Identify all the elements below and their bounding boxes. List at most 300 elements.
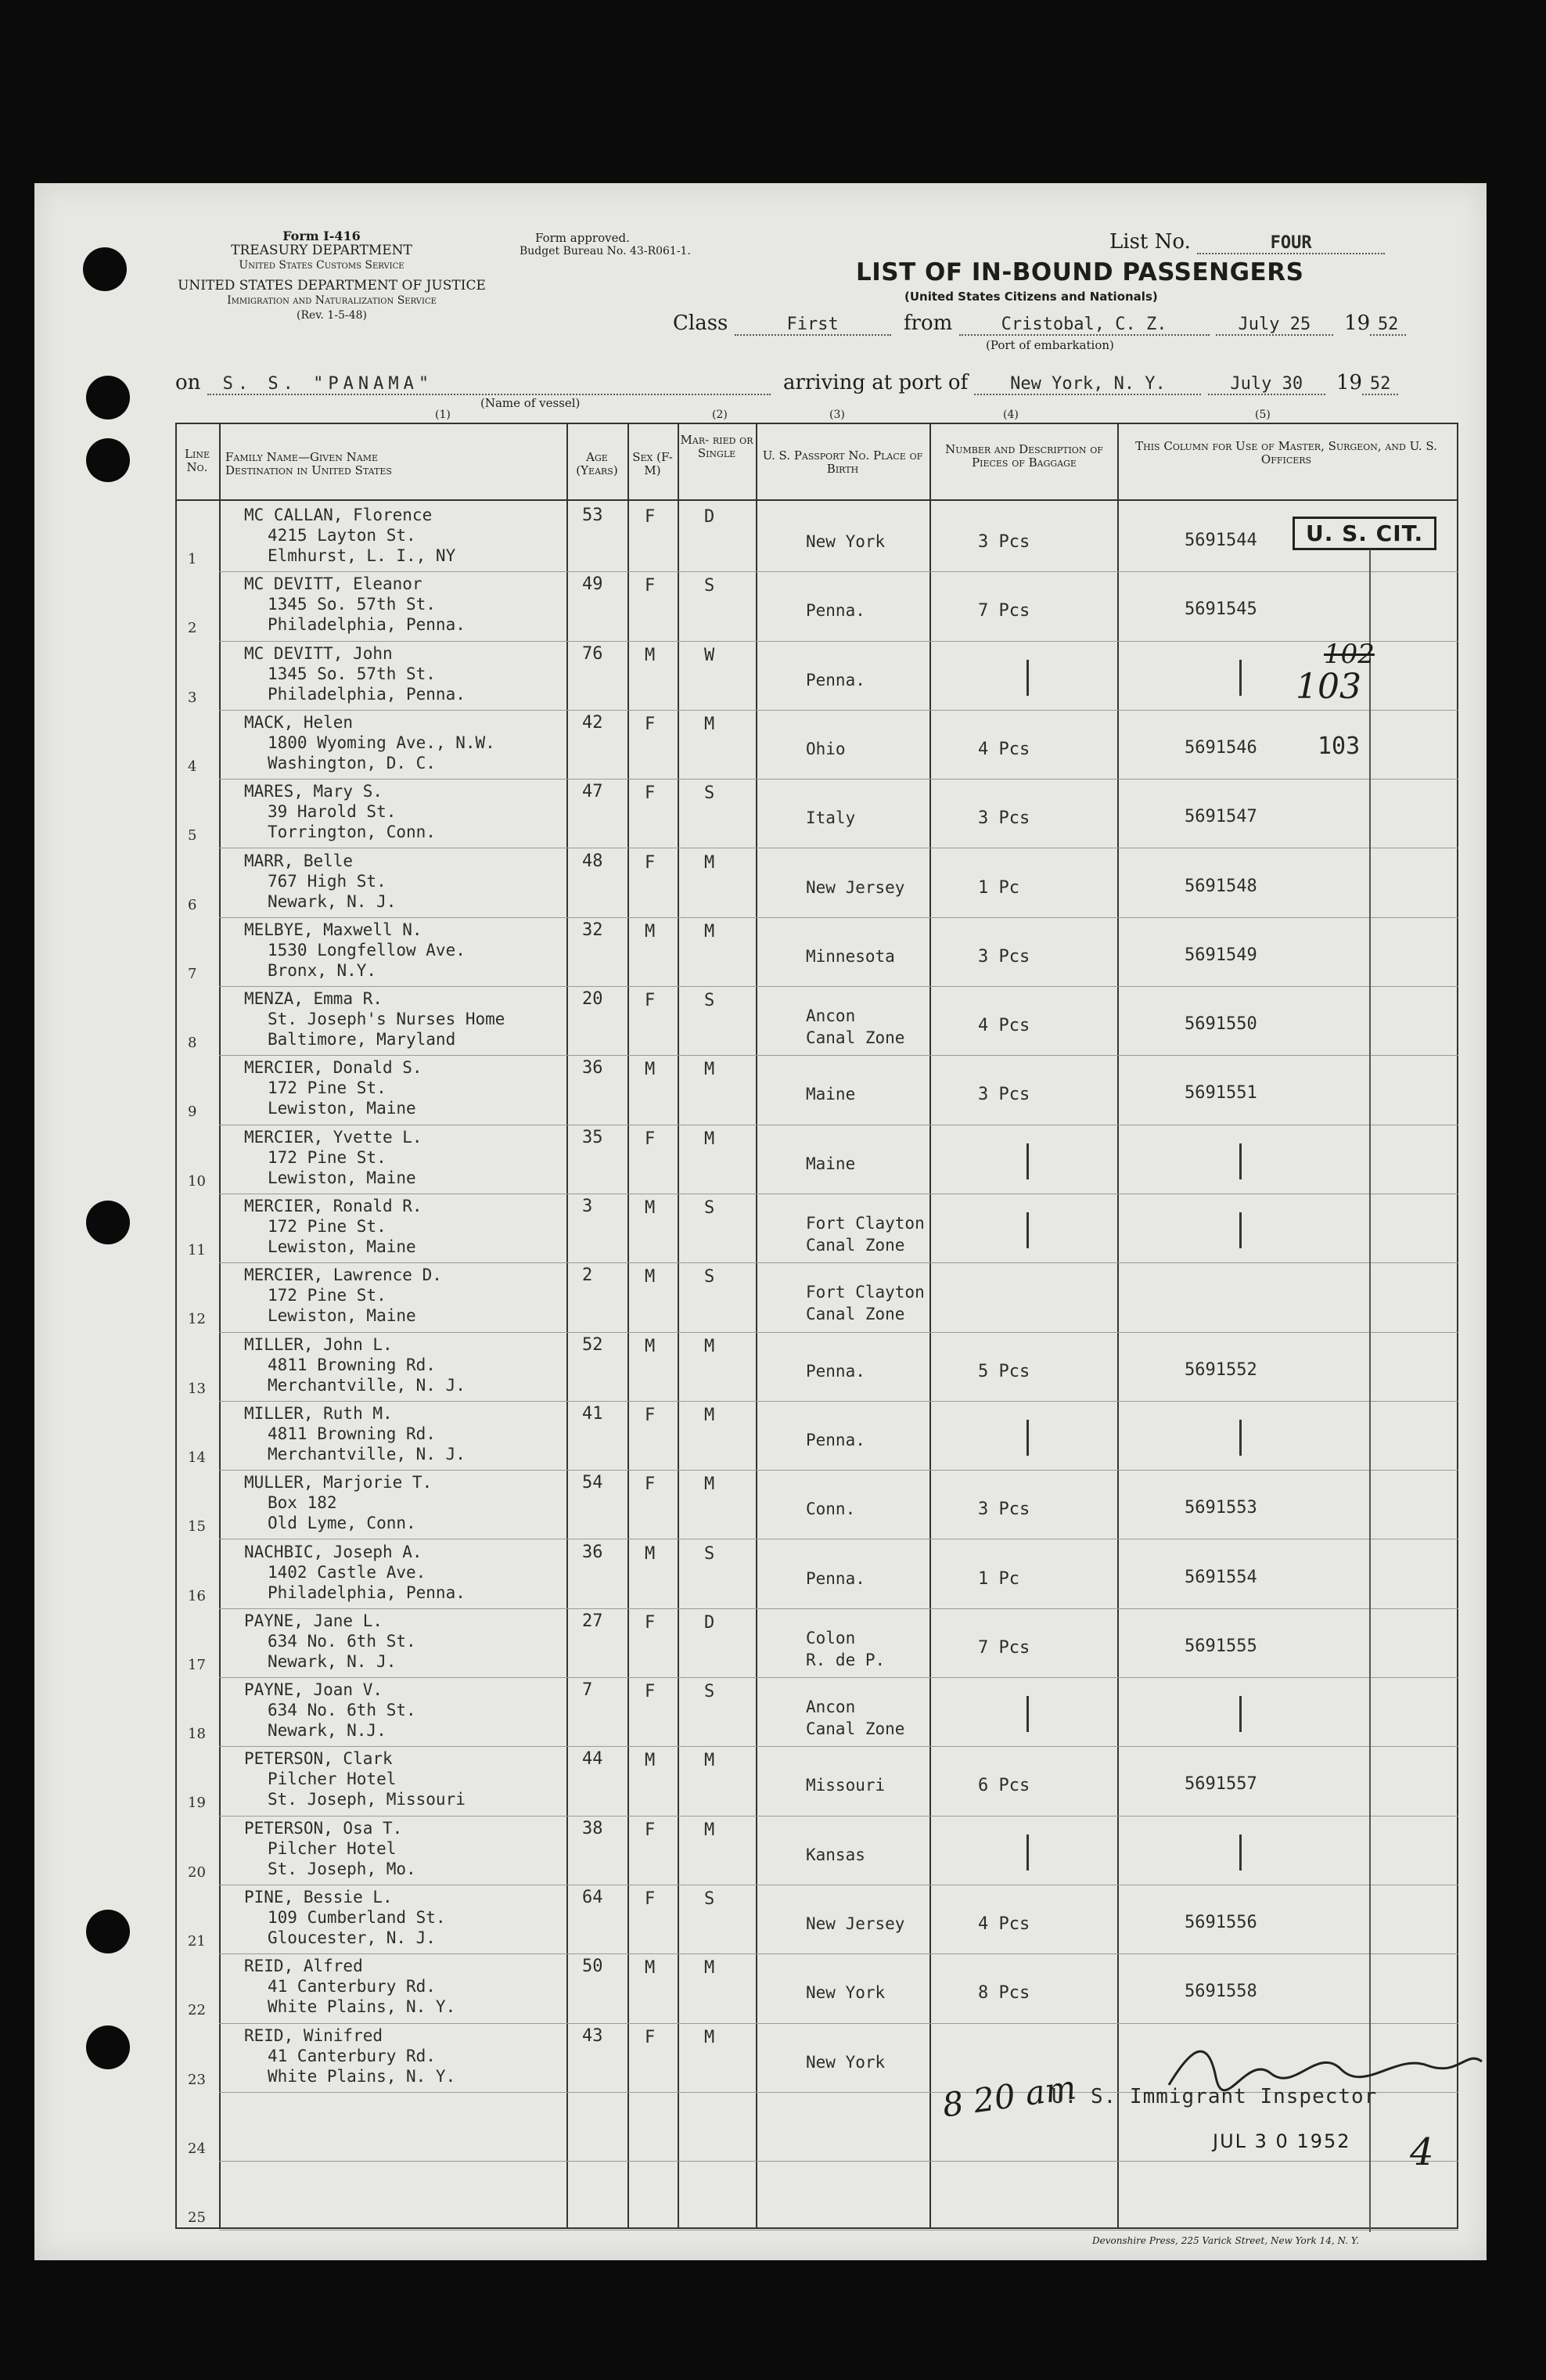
baggage: 5 Pcs xyxy=(978,1361,1030,1381)
officer-number: 5691558 xyxy=(1185,1982,1257,2002)
age: 53 xyxy=(582,506,603,525)
passenger-name: REID, Alfred xyxy=(244,1957,363,1976)
sex: F xyxy=(645,2027,656,2047)
sex: M xyxy=(645,1751,656,1771)
age: 41 xyxy=(582,1403,603,1424)
baggage: 3 Pcs xyxy=(978,808,1030,829)
birthplace: Penna. xyxy=(806,1430,865,1449)
form-number: Form I-416 xyxy=(282,229,361,243)
sex: M xyxy=(645,1958,656,1979)
sex: F xyxy=(645,783,656,804)
line-number: 13 xyxy=(188,1380,206,1397)
birthplace-2: Canal Zone xyxy=(806,1236,905,1255)
age: 7 xyxy=(582,1680,593,1701)
revision: (Rev. 1-5-48) xyxy=(297,309,367,322)
budget-bureau: Budget Bureau No. 43-R061-1. xyxy=(520,245,691,257)
col-num-1: (1) xyxy=(435,409,451,421)
address-city: Torrington, Conn. xyxy=(268,823,436,842)
sex: F xyxy=(645,1889,656,1909)
baggage: 1 Pc xyxy=(978,1568,1019,1589)
sex: F xyxy=(645,991,656,1011)
age: 43 xyxy=(582,2025,603,2046)
sex: F xyxy=(645,1820,656,1840)
passenger-name: MACK, Helen xyxy=(244,712,354,732)
baggage: 3 Pcs xyxy=(978,532,1030,552)
inspector-label: U. S. Immigrant Inspector xyxy=(1052,2085,1378,2108)
passenger-name: PAYNE, Joan V. xyxy=(244,1680,383,1700)
table-header-rule xyxy=(175,499,1458,501)
header-line-no: Line No. xyxy=(185,447,210,474)
age: 2 xyxy=(582,1266,593,1286)
vessel-name: S. S. "PANAMA" xyxy=(207,374,771,395)
marital-status: M xyxy=(704,1751,715,1771)
sex: F xyxy=(645,714,656,734)
birthplace-2: R. de P. xyxy=(806,1650,886,1669)
page-mark: 4 xyxy=(1410,2130,1434,2174)
passenger-name: NACHBIC, Joseph A. xyxy=(244,1542,422,1561)
header-baggage: Number and Description of Pieces of Baggage xyxy=(945,442,1103,470)
officer-number: 5691547 xyxy=(1185,807,1257,827)
passenger-name: MARR, Belle xyxy=(244,851,354,870)
form-approved: Form approved. xyxy=(535,231,630,245)
table-row xyxy=(34,1332,1487,1401)
officer-number: 5691552 xyxy=(1185,1359,1257,1380)
table-row xyxy=(34,779,1487,848)
officer-number: 5691550 xyxy=(1185,1014,1257,1035)
officer-number: 5691557 xyxy=(1185,1774,1257,1795)
header-name: Family Name—Given Name xyxy=(225,450,379,464)
birthplace: Fort Clayton xyxy=(806,1283,925,1302)
birthplace: Ancon xyxy=(806,1006,856,1026)
class-value: First xyxy=(735,315,891,336)
age: 49 xyxy=(582,574,603,595)
from-label: from xyxy=(903,311,953,335)
marital-status: M xyxy=(704,714,715,734)
birthplace: Maine xyxy=(806,1154,856,1173)
ditto-mark xyxy=(1239,1420,1242,1456)
justice-block xyxy=(167,279,496,323)
ins-service: Immigration and Naturalization Service xyxy=(227,294,437,307)
class-from-line xyxy=(673,311,1406,336)
address-city: Baltimore, Maryland xyxy=(268,1030,456,1050)
ditto-mark xyxy=(1239,660,1242,696)
table-row xyxy=(34,1401,1487,1470)
header-name-block xyxy=(225,451,562,477)
officer-number: 5691555 xyxy=(1185,1636,1257,1656)
us-citizen-stamp: U. S. CIT. xyxy=(1293,517,1436,550)
officer-number: 5691554 xyxy=(1185,1567,1257,1587)
age: 52 xyxy=(582,1334,603,1355)
line-number: 23 xyxy=(188,2071,206,2088)
address-street: 172 Pine St. xyxy=(268,1286,386,1305)
table-row xyxy=(34,502,1487,571)
passenger-name: MC DEVITT, Eleanor xyxy=(244,574,422,594)
line-number: 1 xyxy=(188,551,197,567)
birthplace: Kansas xyxy=(806,1845,865,1864)
punch-hole xyxy=(86,376,130,419)
list-number: FOUR xyxy=(1197,233,1385,254)
passenger-name: MILLER, John L. xyxy=(244,1334,393,1354)
ditto-mark xyxy=(1026,660,1029,696)
address-city: Elmhurst, L. I., NY xyxy=(268,546,456,565)
marital-status: M xyxy=(704,921,715,942)
passenger-name: PAYNE, Jane L. xyxy=(244,1611,383,1630)
address-street: 1345 So. 57th St. xyxy=(268,595,436,614)
line-number: 9 xyxy=(188,1104,197,1121)
age: 54 xyxy=(582,1473,603,1493)
sex: F xyxy=(645,1405,656,1425)
birthplace: Penna. xyxy=(806,670,865,690)
address-street: Pilcher Hotel xyxy=(268,1770,397,1789)
age: 38 xyxy=(582,1818,603,1838)
marital-status: S xyxy=(704,783,715,804)
on-label: on xyxy=(175,371,201,394)
officer-number: 5691553 xyxy=(1185,1498,1257,1518)
birthplace: Ohio xyxy=(806,739,846,758)
baggage: 4 Pcs xyxy=(978,1914,1030,1934)
from-date: July 25 xyxy=(1216,315,1333,336)
address-street: 1530 Longfellow Ave. xyxy=(268,940,466,960)
sex: M xyxy=(645,1267,656,1287)
marital-status: S xyxy=(704,1198,715,1218)
line-number: 4 xyxy=(188,758,197,775)
line-number: 8 xyxy=(188,1035,197,1052)
marital-status: M xyxy=(704,2027,715,2047)
birthplace: Italy xyxy=(806,808,856,828)
address-city: Merchantville, N. J. xyxy=(268,1375,466,1395)
line-number: 6 xyxy=(188,896,197,913)
ditto-mark xyxy=(1026,1835,1029,1871)
address-street: 172 Pine St. xyxy=(268,1217,386,1236)
marital-status: M xyxy=(704,852,715,873)
ditto-mark xyxy=(1239,1835,1242,1871)
sex: F xyxy=(645,1682,656,1702)
table-row xyxy=(34,1470,1487,1539)
birthplace: New York xyxy=(806,532,886,551)
address-street: Pilcher Hotel xyxy=(268,1838,397,1858)
stamp-drop-line xyxy=(1369,549,1371,2232)
table-row xyxy=(34,1608,1487,1677)
officer-number: 5691549 xyxy=(1185,945,1257,965)
passenger-name: MENZA, Emma R. xyxy=(244,989,383,1009)
list-label: List No. xyxy=(1109,230,1191,254)
ditto-mark xyxy=(1026,1696,1029,1732)
age: 76 xyxy=(582,643,603,664)
ditto-mark xyxy=(1026,1212,1029,1248)
sex: M xyxy=(645,1336,656,1356)
class-label: Class xyxy=(673,311,728,335)
arrival-date: July 30 xyxy=(1208,374,1325,395)
line-number: 3 xyxy=(188,689,197,706)
passenger-name: MERCIER, Ronald R. xyxy=(244,1197,422,1215)
line-number: 25 xyxy=(188,2209,206,2227)
table-row xyxy=(34,1953,1487,2022)
age: 50 xyxy=(582,1957,603,1977)
header-destination: Destination in United States xyxy=(225,463,392,477)
baggage: 7 Pcs xyxy=(978,601,1030,621)
line-number: 10 xyxy=(188,1172,206,1190)
sex: F xyxy=(645,1129,656,1149)
officer-number: 5691556 xyxy=(1185,1913,1257,1932)
birthplace: Penna. xyxy=(806,1568,865,1588)
col-num-3: (3) xyxy=(829,409,845,421)
birthplace: Maine xyxy=(806,1085,856,1104)
line-number: 11 xyxy=(188,1242,206,1258)
treasury-dept: TREASURY DEPARTMENT xyxy=(231,243,412,258)
ditto-mark xyxy=(1239,1696,1242,1732)
age: 48 xyxy=(582,851,603,871)
marital-status: M xyxy=(704,1060,715,1080)
birthplace: New Jersey xyxy=(806,877,905,897)
birthplace: New York xyxy=(806,2052,886,2072)
address-street: 4811 Browning Rd. xyxy=(268,1355,436,1374)
birthplace: Ancon xyxy=(806,1698,856,1717)
printer-credit: Devonshire Press, 225 Varick Street, New York 14, N. Y. xyxy=(1092,2235,1360,2246)
age: 35 xyxy=(582,1127,603,1147)
address-street: 767 High St. xyxy=(268,871,386,891)
passenger-name: PINE, Bessie L. xyxy=(244,1888,393,1907)
baggage: 3 Pcs xyxy=(978,946,1030,967)
table-row xyxy=(34,986,1487,1055)
form-id-block xyxy=(216,229,427,273)
birthplace: Minnesota xyxy=(806,946,895,966)
marital-status: W xyxy=(704,645,715,665)
header-passport: U. S. Passport No. Place of Birth xyxy=(762,448,923,476)
sex: M xyxy=(645,645,656,665)
table-row xyxy=(34,2161,1487,2230)
address-street: 4215 Layton St. xyxy=(268,526,416,545)
col-num-5: (5) xyxy=(1255,409,1271,421)
passenger-name: MILLER, Ruth M. xyxy=(244,1403,393,1423)
table-row xyxy=(34,917,1487,986)
address-city: Lewiston, Maine xyxy=(268,1168,416,1187)
passenger-name: PETERSON, Osa T. xyxy=(244,1818,403,1838)
header-age: Age (Years) xyxy=(576,450,618,477)
baggage: 7 Pcs xyxy=(978,1637,1030,1658)
line-number: 20 xyxy=(188,1863,206,1881)
year-from: 52 xyxy=(1370,315,1406,336)
col-num-2: (2) xyxy=(712,409,728,421)
birthplace: Colon xyxy=(806,1628,856,1647)
address-city: Bronx, N.Y. xyxy=(268,960,377,980)
sex: F xyxy=(645,1612,656,1633)
address-street: 39 Harold St. xyxy=(268,802,397,822)
marital-status: S xyxy=(704,991,715,1011)
table-row xyxy=(34,1055,1487,1124)
year-prefix-2: 19 xyxy=(1336,371,1363,394)
address-street: 1800 Wyoming Ave., N.W. xyxy=(268,733,495,752)
age: 42 xyxy=(582,712,603,733)
address-city: Newark, N.J. xyxy=(268,1721,386,1741)
age: 36 xyxy=(582,1542,603,1562)
birthplace: New York xyxy=(806,1983,886,2003)
address-street: 1402 Castle Ave. xyxy=(268,1562,426,1582)
line-number: 2 xyxy=(188,620,197,637)
header-sex: Sex (F-M) xyxy=(632,450,673,477)
line-number: 12 xyxy=(188,1311,206,1328)
line-number: 19 xyxy=(188,1795,206,1812)
marital-status: M xyxy=(704,1336,715,1356)
passenger-name: MULLER, Marjorie T. xyxy=(244,1473,433,1492)
sex: F xyxy=(645,1474,656,1495)
birthplace: Conn. xyxy=(806,1500,856,1519)
passenger-name: MERCIER, Donald S. xyxy=(244,1058,422,1078)
line-number: 5 xyxy=(188,827,197,844)
ditto-mark xyxy=(1026,1420,1029,1456)
passenger-name: MERCIER, Yvette L. xyxy=(244,1127,422,1147)
officer-number: 5691545 xyxy=(1185,600,1257,620)
birthplace: Missouri xyxy=(806,1776,886,1795)
address-street: 1345 So. 57th St. xyxy=(268,664,436,683)
table-row xyxy=(34,1746,1487,1815)
passenger-name: MERCIER, Lawrence D. xyxy=(244,1266,442,1285)
table-row xyxy=(34,848,1487,917)
port-embark-caption: (Port of embarkation) xyxy=(986,338,1114,352)
marital-status: S xyxy=(704,576,715,596)
passenger-name: PETERSON, Clark xyxy=(244,1749,393,1769)
line-number: 15 xyxy=(188,1518,206,1536)
age: 32 xyxy=(582,920,603,940)
marital-status: S xyxy=(704,1889,715,1909)
list-subtitle: (United States Citizens and Nationals) xyxy=(904,290,1158,304)
address-city: Lewiston, Maine xyxy=(268,1099,416,1118)
address-city: Washington, D. C. xyxy=(268,753,436,772)
table-row xyxy=(34,1677,1487,1746)
table-row xyxy=(34,710,1487,779)
year-arrive: 52 xyxy=(1362,374,1398,395)
address-street: 41 Canterbury Rd. xyxy=(268,1977,436,1997)
passenger-name: MARES, Mary S. xyxy=(244,782,383,801)
baggage: 1 Pc xyxy=(978,877,1019,898)
handwritten-count: 103 xyxy=(1296,667,1361,707)
address-city: Lewiston, Maine xyxy=(268,1306,416,1326)
sex: M xyxy=(645,921,656,942)
marital-status: S xyxy=(704,1543,715,1564)
table-row xyxy=(34,1885,1487,1953)
punch-hole xyxy=(83,247,127,291)
passenger-name: MC DEVITT, John xyxy=(244,643,393,663)
line-number: 24 xyxy=(188,2140,206,2157)
marital-status: M xyxy=(704,1958,715,1979)
address-city: Philadelphia, Penna. xyxy=(268,684,466,704)
sex: M xyxy=(645,1198,656,1218)
justice-dept: UNITED STATES DEPARTMENT OF JUSTICE xyxy=(178,278,486,293)
officer-number: 5691548 xyxy=(1185,876,1257,896)
manifest-page xyxy=(34,183,1487,2260)
struck-count: 102 xyxy=(1324,639,1375,670)
baggage: 4 Pcs xyxy=(978,1016,1030,1036)
marital-status: M xyxy=(704,1820,715,1840)
line-number: 16 xyxy=(188,1587,206,1604)
address-city: White Plains, N. Y. xyxy=(268,2066,456,2086)
sex: M xyxy=(645,1543,656,1564)
address-street: 634 No. 6th St. xyxy=(268,1701,416,1720)
address-city: Merchantville, N. J. xyxy=(268,1444,466,1464)
marital-status: M xyxy=(704,1474,715,1495)
age: 36 xyxy=(582,1058,603,1078)
line-number: 17 xyxy=(188,1656,206,1673)
table-row xyxy=(34,571,1487,640)
line-number: 7 xyxy=(188,965,197,982)
address-city: Gloucester, N. J. xyxy=(268,1928,436,1947)
sex: F xyxy=(645,507,656,527)
table-row xyxy=(34,1262,1487,1331)
approval-block xyxy=(520,232,691,258)
marital-status: S xyxy=(704,1267,715,1287)
address-street: 634 No. 6th St. xyxy=(268,1631,416,1651)
vessel-line xyxy=(175,371,1398,395)
sex: M xyxy=(645,1060,656,1080)
address-city: Newark, N. J. xyxy=(268,1651,397,1671)
age: 3 xyxy=(582,1197,593,1216)
ditto-mark xyxy=(1026,1143,1029,1179)
sex: F xyxy=(645,576,656,596)
table-row xyxy=(34,641,1487,710)
birthplace: Fort Clayton xyxy=(806,1214,925,1233)
passenger-name: MC CALLAN, Florence xyxy=(244,506,433,524)
officer-number: 5691551 xyxy=(1185,1083,1257,1104)
list-number-line xyxy=(1109,230,1385,254)
birthplace: Penna. xyxy=(806,601,865,621)
line-number: 21 xyxy=(188,1933,206,1950)
birthplace: New Jersey xyxy=(806,1914,905,1933)
arrival-port: New York, N. Y. xyxy=(974,374,1201,395)
age: 47 xyxy=(582,782,603,802)
address-city: White Plains, N. Y. xyxy=(268,1997,456,2017)
marital-status: D xyxy=(704,507,715,527)
address-street: 172 Pine St. xyxy=(268,1147,386,1167)
baggage: 3 Pcs xyxy=(978,1085,1030,1105)
arriving-label: arriving at port of xyxy=(782,371,969,394)
year-prefix: 19 xyxy=(1344,311,1371,335)
ditto-mark xyxy=(1239,1143,1242,1179)
arrival-time-note: 8 20 am xyxy=(940,2068,1079,2125)
address-street: Box 182 xyxy=(268,1493,337,1513)
header-officers: This Column for Use of Master, Surgeon, and U. S. Officers xyxy=(1135,439,1437,466)
address-city: Lewiston, Maine xyxy=(268,1237,416,1256)
age: 20 xyxy=(582,989,603,1010)
col-num-4: (4) xyxy=(1003,409,1019,421)
typed-count: 103 xyxy=(1318,733,1361,760)
marital-status: M xyxy=(704,1405,715,1425)
passenger-name: REID, Winifred xyxy=(244,2025,383,2045)
address-city: St. Joseph, Missouri xyxy=(268,1790,466,1809)
address-street: St. Joseph's Nurses Home xyxy=(268,1010,505,1029)
passenger-name: MELBYE, Maxwell N. xyxy=(244,920,422,939)
line-number: 22 xyxy=(188,2002,206,2019)
birthplace-2: Canal Zone xyxy=(806,1305,905,1324)
baggage: 4 Pcs xyxy=(978,739,1030,759)
ditto-mark xyxy=(1239,1212,1242,1248)
sex: F xyxy=(645,852,656,873)
address-city: St. Joseph, Mo. xyxy=(268,1859,416,1878)
age: 44 xyxy=(582,1749,603,1770)
from-port: Cristobal, C. Z. xyxy=(959,315,1210,336)
address-street: 172 Pine St. xyxy=(268,1078,386,1098)
address-city: Philadelphia, Penna. xyxy=(268,615,466,635)
age: 27 xyxy=(582,1611,603,1631)
table-row xyxy=(34,1539,1487,1608)
table-top-rule xyxy=(175,423,1458,424)
punch-hole xyxy=(86,438,130,482)
line-number: 14 xyxy=(188,1449,206,1466)
address-city: Philadelphia, Penna. xyxy=(268,1582,466,1602)
vessel-caption: (Name of vessel) xyxy=(480,396,581,410)
address-street: 41 Canterbury Rd. xyxy=(268,2046,436,2065)
address-city: Old Lyme, Conn. xyxy=(268,1514,416,1533)
list-title: LIST OF IN-BOUND PASSENGERS xyxy=(856,258,1304,286)
officer-number: 5691546 xyxy=(1185,737,1257,758)
